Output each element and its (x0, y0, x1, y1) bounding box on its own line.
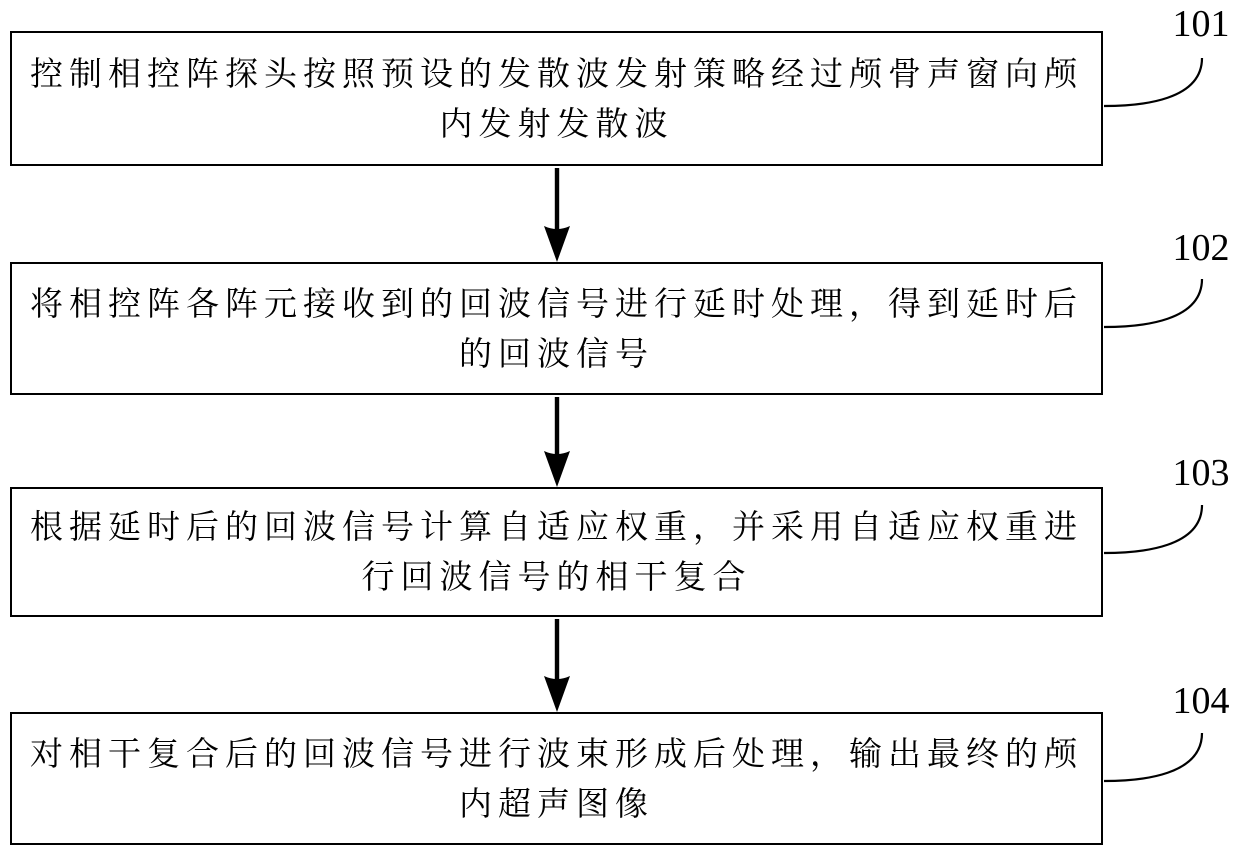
step-2-label-connector-line (1103, 277, 1205, 329)
step-3-text-line-1: 根据延时后的回波信号计算自适应权重，并采用自适应权重进 (30, 507, 1083, 546)
step-3-text-line-2: 行回波信号的相干复合 (361, 557, 752, 596)
flow-step-box-4 (10, 712, 1103, 845)
flow-step-box-3 (10, 487, 1103, 617)
down-arrow-2 (542, 397, 572, 487)
step-2-text-line-2: 的回波信号 (459, 333, 654, 373)
step-2-text-line-1: 将相控阵各阵元接收到的回波信号进行延时处理，得到延时后 (30, 283, 1083, 323)
step-4-text-line-2: 内超声图像 (459, 783, 654, 823)
step-4-number-label: 104 (1172, 680, 1230, 722)
step-1-number-label: 101 (1172, 3, 1230, 45)
step-3-label-connector-line (1103, 503, 1205, 555)
step-2-number-label: 102 (1172, 227, 1230, 269)
step-4-label-connector-line (1103, 731, 1205, 783)
step-3-number-label: 103 (1172, 452, 1230, 494)
step-1-text-line-2: 内发射发散波 (439, 103, 674, 143)
flow-step-box-1 (10, 31, 1103, 166)
step-4-text-line-1: 对相干复合后的回波信号进行波束形成后处理，输出最终的颅 (30, 733, 1083, 773)
flow-step-box-2 (10, 262, 1103, 395)
down-arrow-1 (542, 168, 572, 262)
step-1-label-connector-line (1103, 56, 1205, 108)
step-1-text-line-1: 控制相控阵探头按照预设的发散波发射策略经过颅骨声窗向颅 (30, 53, 1083, 93)
down-arrow-3 (542, 619, 572, 712)
